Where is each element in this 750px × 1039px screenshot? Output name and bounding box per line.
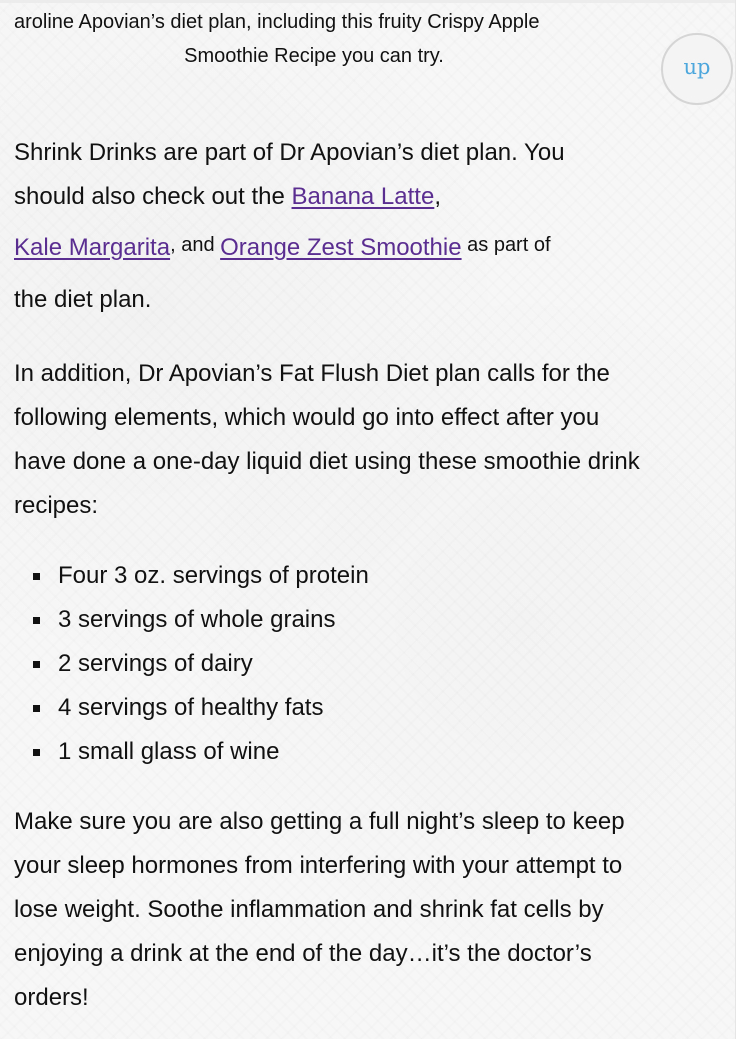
top-edge-divider bbox=[0, 0, 750, 3]
bullet-square-icon bbox=[33, 749, 40, 756]
p1-comma-1: , bbox=[434, 183, 441, 210]
paragraph-shrink-drinks bbox=[14, 131, 644, 326]
image-caption bbox=[14, 5, 614, 73]
caption-line-1: aroline Apovian’s diet plan, including this fruity Crispy Apple bbox=[14, 11, 540, 33]
right-edge-divider bbox=[735, 0, 750, 1039]
list-item bbox=[14, 598, 644, 642]
list-item bbox=[14, 686, 644, 730]
p1-and-text: and bbox=[175, 234, 221, 256]
list-item-text: 3 servings of whole grains bbox=[58, 606, 336, 633]
list-item-text: 1 small glass of wine bbox=[58, 738, 280, 765]
paragraph-sleep: Make sure you are also getting a full night’s sleep to keep your sleep hormones from interfering with your attempt to lose weight. Soothe inflammation and shrink fat cells by enjoying a drink at the end of the day…it’s the doctor’s orders! bbox=[14, 808, 625, 1011]
bullet-square-icon bbox=[33, 617, 40, 624]
diet-elements-list bbox=[14, 554, 644, 774]
kale-margarita-link[interactable]: Kale Margarita bbox=[14, 234, 171, 261]
caption-line-2: Smoothie Recipe you can try. bbox=[184, 45, 444, 67]
p1-text-3: as part of bbox=[461, 234, 551, 256]
p1-text-2: should also check out the bbox=[14, 183, 292, 210]
scroll-up-button[interactable] bbox=[661, 33, 733, 105]
list-item-text: 4 servings of healthy fats bbox=[58, 694, 324, 721]
list-item bbox=[14, 642, 644, 686]
orange-zest-smoothie-link[interactable]: Orange Zest Smoothie bbox=[220, 234, 462, 261]
up-button-label: up bbox=[683, 55, 711, 79]
bullet-square-icon bbox=[33, 705, 40, 712]
banana-latte-link[interactable]: Banana Latte bbox=[291, 183, 435, 210]
article-content bbox=[14, 131, 644, 1020]
list-item-text: 2 servings of dairy bbox=[58, 650, 253, 677]
bullet-square-icon bbox=[33, 573, 40, 580]
p1-link-line bbox=[14, 234, 551, 261]
p1-text-4: the diet plan. bbox=[14, 286, 152, 313]
list-item bbox=[14, 730, 644, 774]
list-item bbox=[14, 554, 644, 598]
list-item-text: Four 3 oz. servings of protein bbox=[58, 562, 369, 589]
paragraph-fat-flush: In addition, Dr Apovian’s Fat Flush Diet plan calls for the following elements, which would go into effect after you have done a one-day liquid diet using these smoothie drink recipes: bbox=[14, 360, 640, 519]
p1-comma-2: , bbox=[170, 234, 176, 256]
bullet-square-icon bbox=[33, 661, 40, 668]
p1-text-1: Shrink Drinks are part of Dr Apovian’s diet plan. You bbox=[14, 139, 565, 166]
